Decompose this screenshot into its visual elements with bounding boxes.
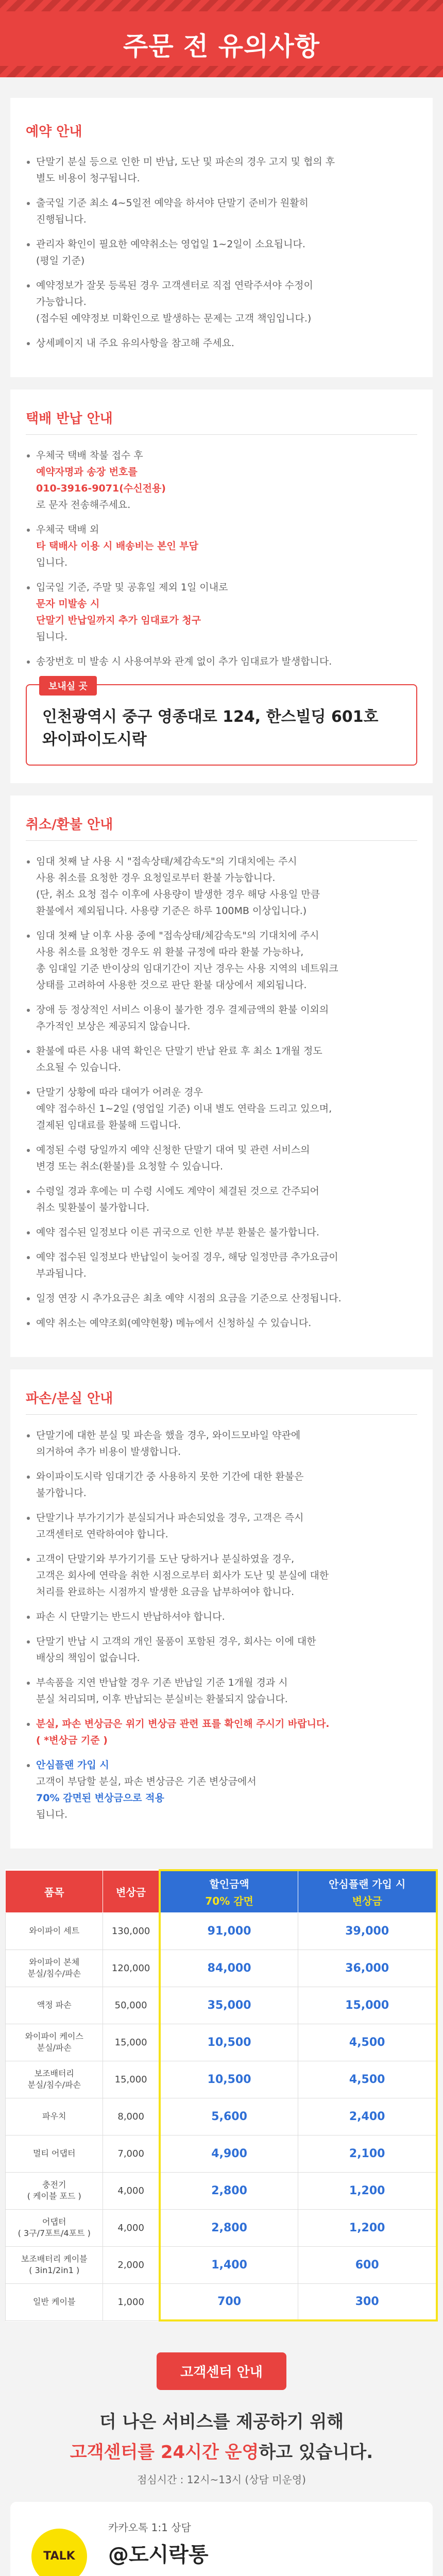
sms-number: 010-3916-9071(수신전용) (36, 483, 166, 494)
discount-cell: 10,500 (160, 2024, 298, 2061)
fee-table-wrap (5, 1869, 438, 2321)
list-item: 부속품을 지연 반납할 경우 기존 반납일 기준 1개월 경과 시 분실 처리되며, 이후 반납되는 분실비는 환불되지 않습니다. (26, 1674, 417, 1707)
plan-fee-cell: 2,400 (298, 2098, 437, 2135)
list-item: 단말기 상황에 따라 대여가 어려운 경우 예약 접수하신 1~2일 (영업일 기준) 이내 별도 연락을 드리고 있으며, 결제된 임대료를 환불해 드립니다. (26, 1084, 417, 1133)
fee-item-cell: 충전기 ( 케이블 포드 ) (6, 2172, 103, 2209)
list-item: 임대 첫째 날 이후 사용 중에 "접속상태/체감속도"의 기대치에 주시 사용 취소를 요청한 경우도 위 환불 규정에 따라 환불 가능하나, 총 임대일 기준 반이상의 임대기간이 지난 경우는 사용 지역의 네트워크 상태를 고려하여 사용한 것으로 판단 환불 대상에서 제외됩니다. (26, 927, 417, 993)
fee-amount-cell: 8,000 (103, 2098, 160, 2135)
table-row (6, 2209, 437, 2246)
divider (26, 434, 417, 435)
table-row (6, 2246, 437, 2283)
fee-item-cell: 멀티 어댑터 (6, 2135, 103, 2172)
list-item: 예정된 수령 당일까지 예약 신청한 단말기 대여 및 관련 서비스의 변경 또는 취소(환불)를 요청할 수 있습니다. (26, 1142, 417, 1175)
list-item: 우체국 택배 외 타 택배사 이용 시 배송비는 본인 부담 입니다. (26, 521, 417, 571)
discount-cell: 5,600 (160, 2098, 298, 2135)
fee-item-cell: 액정 파손 (6, 1987, 103, 2024)
kakao-hours (108, 2574, 417, 2576)
fee-item-cell: 파우치 (6, 2098, 103, 2135)
reservation-notice-section (10, 98, 433, 377)
fee-item-cell: 어댑터 ( 3구/7포트/4포트 ) (6, 2209, 103, 2246)
fee-amount-cell: 130,000 (103, 1912, 160, 1950)
plan-fee-cell: 4,500 (298, 2061, 437, 2098)
plan-fee-cell: 15,000 (298, 1987, 437, 2024)
fee-amount-cell: 15,000 (103, 2061, 160, 2098)
cancel-refund-section (10, 795, 433, 1357)
header-item: 품목 (6, 1870, 103, 1912)
damage-loss-section (10, 1369, 433, 1849)
list-item: 임대 첫째 날 사용 시 "접속상태/체감속도"의 기대치에는 주시 사용 취소를 요청한 경우 요청일로부터 환불 가능합니다. (단, 취소 요청 접수 이후에 사용량이 발생한 경우 해당 사용일 만큼 환불에서 제외됩니다. 사용량 기준은 하루 100MB 이상입니다.) (26, 853, 417, 919)
fee-amount-cell: 15,000 (103, 2024, 160, 2061)
fee-amount-cell: 7,000 (103, 2135, 160, 2172)
cc-line-2: 고객센터를 24시간 운영하고 있습니다. (70, 2442, 373, 2463)
fee-item-cell: 일반 케이블 (6, 2283, 103, 2320)
section-title: 택배 반납 안내 (26, 411, 113, 427)
list-item: 와이파이도시락 임대기간 중 사용하지 못한 기간에 대한 환불은 불가합니다. (26, 1468, 417, 1501)
section-title: 취소/환불 안내 (26, 817, 113, 833)
table-header-row (6, 1870, 437, 1912)
plan-fee-cell: 2,100 (298, 2135, 437, 2172)
fee-item-cell: 보조배터리 케이블 ( 3in1/2in1 ) (6, 2246, 103, 2283)
divider (26, 1414, 417, 1415)
fee-item-cell: 와이파이 본체 분실/침수/파손 (6, 1950, 103, 1987)
discount-cell: 4,900 (160, 2135, 298, 2172)
list-item: 단말기나 부가기기가 분실되거나 파손되었을 경우, 고객은 즉시 고객센터로 연락하여야 합니다. (26, 1510, 417, 1543)
list-item: 출국일 기준 최소 4~5일전 예약을 하셔야 단말기 준비가 원활히 진행됩니다. (26, 195, 417, 228)
discount-cell: 84,000 (160, 1950, 298, 1987)
address-line-2: 와이파이도시락 (42, 731, 147, 749)
table-row (6, 1950, 437, 1987)
address-line-1: 인천광역시 중구 영종대로 124, 한스빌딩 601호 (42, 708, 379, 726)
cc-badge: 고객센터 안내 (157, 2352, 286, 2390)
list-item: 예약 접수된 일정보다 이른 귀국으로 인한 부분 환불은 불가합니다. (26, 1224, 417, 1241)
list-item: 파손 시 단말기는 반드시 반납하셔야 합니다. (26, 1608, 417, 1625)
plan-fee-cell: 1,200 (298, 2209, 437, 2246)
address-box (26, 681, 417, 766)
fee-amount-cell: 120,000 (103, 1950, 160, 1987)
discount-cell: 10,500 (160, 2061, 298, 2098)
page-title: 주문 전 유의사항 (123, 31, 320, 61)
fee-item-cell: 보조배터리 분실/침수/파손 (6, 2061, 103, 2098)
section-title: 파손/분실 안내 (26, 1391, 113, 1406)
table-row (6, 2135, 437, 2172)
fee-table-body (6, 1912, 437, 2320)
list-item: 고객이 단말기와 부가기기를 도난 당하거나 분실하였을 경우, 고객은 회사에 연락을 취한 시점으로부터 회사가 도난 및 분실에 대한 처리를 완료하는 시점까지 발생한 요금을 납부하여야 합니다. (26, 1551, 417, 1600)
return-section (10, 389, 433, 783)
list-item: 분실, 파손 변상금은 위기 변상금 관련 표를 확인해 주시기 바랍니다. ( *변상금 기준 ) (26, 1716, 417, 1749)
list-item: 예약 접수된 일정보다 반납일이 늦어질 경우, 해당 일정만큼 추가요금이 부과됩니다. (26, 1249, 417, 1282)
list-item: 일정 연장 시 추가요금은 최초 예약 시점의 요금을 기준으로 산정됩니다. (26, 1290, 417, 1307)
kakao-label: 카카오톡 1:1 상담 (108, 2521, 191, 2534)
table-row (6, 2098, 437, 2135)
discount-cell: 700 (160, 2283, 298, 2320)
damage-list-extra (26, 1716, 417, 1823)
table-row (6, 2024, 437, 2061)
list-item: 예약정보가 잘못 등록된 경우 고객센터로 직접 연락주셔야 수정이 가능합니다. (접수된 예약정보 미확인으로 발생하는 문제는 고객 책임입니다.) (26, 277, 417, 327)
cc-lunch-hours: 점심시간 : 12시~13시 (상담 미운영) (137, 2473, 306, 2486)
fee-amount-cell: 2,000 (103, 2246, 160, 2283)
table-row (6, 1912, 437, 1950)
header-stripe-bottom (0, 66, 443, 77)
cancel-list (26, 853, 417, 1331)
fee-amount-cell: 50,000 (103, 1987, 160, 2024)
fee-item-cell: 와이파이 세트 (6, 1912, 103, 1950)
list-item: 예약 취소는 예약조회(예약현황) 메뉴에서 신청하실 수 있습니다. (26, 1315, 417, 1331)
fee-item-cell: 와이파이 케이스 분실/파손 (6, 2024, 103, 2061)
damage-list (26, 1427, 417, 1707)
plan-fee-cell: 300 (298, 2283, 437, 2320)
table-row (6, 1987, 437, 2024)
header-banner (0, 0, 443, 77)
discount-cell: 2,800 (160, 2209, 298, 2246)
discount-cell: 91,000 (160, 1912, 298, 1950)
kakao-card[interactable] (10, 2502, 433, 2576)
fee-amount-cell: 1,000 (103, 2283, 160, 2320)
notice-list (26, 154, 417, 351)
section-title: 예약 안내 (26, 124, 82, 140)
cc-line-1: 더 나은 서비스를 제공하기 위해 (99, 2412, 344, 2432)
header-fee: 변상금 (103, 1870, 160, 1912)
plan-fee-cell: 4,500 (298, 2024, 437, 2061)
fee-table (5, 1869, 438, 2321)
divider (26, 840, 417, 841)
discount-cell: 2,800 (160, 2172, 298, 2209)
header-discount: 할인금액 70% 감면 (160, 1870, 298, 1912)
list-item: 단말기에 대한 분실 및 파손을 했을 경우, 와이드모바일 약관에 의거하여 추가 비용이 발생합니다. (26, 1427, 417, 1460)
kakao-talk-icon: TALK (31, 2529, 87, 2576)
list-item: 수령일 경과 후에는 미 수령 시에도 계약이 체결된 것으로 간주되어 취소 및환불이 불가합니다. (26, 1183, 417, 1216)
list-item: 우체국 택배 착불 접수 후 예약자명과 송장 번호를 010-3916-9071(수신전용) 로 문자 전송해주세요. (26, 447, 417, 513)
plan-fee-cell: 1,200 (298, 2172, 437, 2209)
plan-fee-cell: 36,000 (298, 1950, 437, 1987)
address-tag: 보내실 곳 (39, 676, 97, 696)
discount-cell: 1,400 (160, 2246, 298, 2283)
table-row (6, 2283, 437, 2320)
plan-fee-cell: 39,000 (298, 1912, 437, 1950)
list-item: 안심플랜 가입 시 고객이 부담할 분실, 파손 변상금은 기존 변상금에서 70% 감면된 변상금으로 적용 됩니다. (26, 1757, 417, 1823)
list-item: 장애 등 정상적인 서비스 이용이 불가한 경우 결제금액의 환불 이외의 추가적인 보상은 제공되지 않습니다. (26, 1002, 417, 1035)
header-stripe-top (0, 0, 443, 11)
header-plan: 안심플랜 가입 시 변상금 (298, 1870, 437, 1912)
list-item: 송장번호 미 발송 시 사용여부와 관계 없이 추가 임대료가 발생합니다. (26, 653, 417, 670)
kakao-id[interactable]: @도시락통 (108, 2543, 209, 2567)
return-list (26, 447, 417, 670)
fee-amount-cell: 4,000 (103, 2209, 160, 2246)
list-item: 상세페이지 내 주요 유의사항을 참고해 주세요. (26, 335, 417, 351)
fee-amount-cell: 4,000 (103, 2172, 160, 2209)
discount-cell: 35,000 (160, 1987, 298, 2024)
plan-fee-cell: 600 (298, 2246, 437, 2283)
list-item: 단말기 분실 등으로 인한 미 반납, 도난 및 파손의 경우 고지 및 협의 후 별도 비용이 청구됩니다. (26, 154, 417, 187)
list-item: 관리자 확인이 필요한 예약취소는 영업일 1~2일이 소요됩니다. (평일 기준) (26, 236, 417, 269)
list-item: 단말기 반납 시 고객의 개인 물품이 포함된 경우, 회사는 이에 대한 배상의 책임이 없습니다. (26, 1633, 417, 1666)
list-item: 환불에 따른 사용 내역 확인은 단말기 반납 완료 후 최소 1개월 정도 소요될 수 있습니다. (26, 1043, 417, 1076)
customer-center (0, 2352, 443, 2486)
table-row (6, 2172, 437, 2209)
table-row (6, 2061, 437, 2098)
list-item: 입국일 기준, 주말 및 공휴일 제외 1일 이내로 문자 미발송 시 단말기 반납일까지 추가 임대료가 청구 됩니다. (26, 579, 417, 645)
